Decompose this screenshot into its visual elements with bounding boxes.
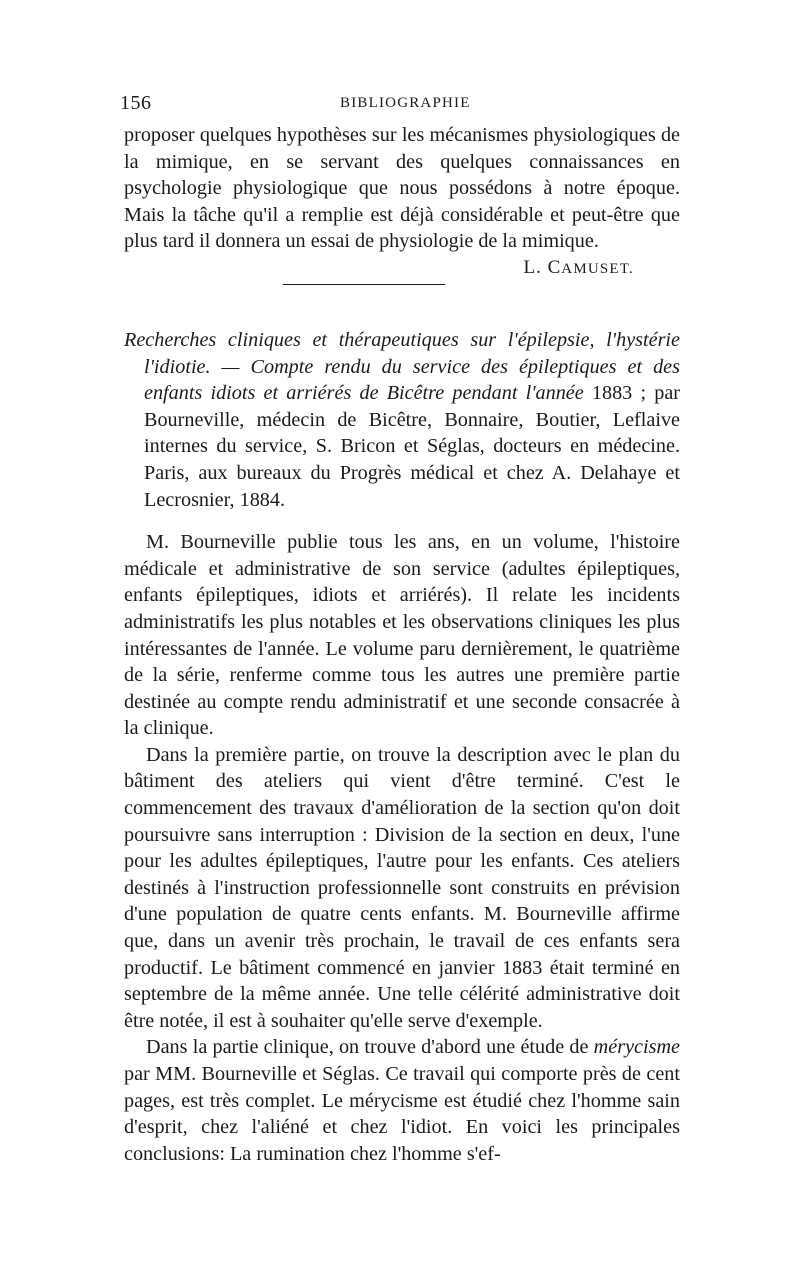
signature-name: AMUSET. xyxy=(561,260,634,277)
review-bibliographic-entry xyxy=(124,327,680,513)
review-paragraph-3 xyxy=(124,1034,680,1167)
running-title: BIBLIOGRAPHIE xyxy=(340,95,471,111)
paragraph-3-end: par MM. Bourneville et Séglas. Ce travail qui comporte près de cent pages, est très complet. Le mérycisme est étudié chez l'homme sain d'esprit, chez l'aliéné et chez l'idiot. En voici les principales conclusions: La rumination chez l'homme s'ef- xyxy=(124,1063,680,1165)
review-citation: 1883 ; par Bourneville, médecin de Bicêtre, Bonnaire, Boutier, Leflaive internes du service, S. Bricon et Séglas, docteurs en médecine. Paris, aux bureaux du Progrès médical et chez A. Delahaye et Lecrosnier, 1884. xyxy=(144,382,680,511)
previous-review-closing: proposer quelques hypothèses sur les mécanismes physiologiques de la mimique, en se servant des quelques connaissances en psychologie physiologique que nous possédons à notre époque. Mais la tâche qu'il a remplie est déjà considérable et peut-être que plus tard il donnera un essai de physiologie de la mimique. xyxy=(124,124,680,253)
review-paragraph-1: M. Bourneville publie tous les ans, en un volume, l'histoire médicale et administrative de son service (adultes épileptiques, enfants épileptiques, idiots et arriérés). Il relate les incidents administratifs les plus notables et les observations cliniques les plus intéressantes de l'année. Le volume paru dernièrement, le quatrième de la série, renferme comme tous les autres une première partie destinée au compte rendu administratif et une seconde consacrée à la clinique. xyxy=(124,531,680,740)
paragraph-3-start: Dans la partie clinique, on trouve d'abord une étude de xyxy=(146,1036,594,1059)
review-title: Recherches cliniques et thérapeutiques sur l'épilepsie, l'hystérie l'idiotie. — Compte rendu du service des épileptiques et des enfants idiots et arriérés de Bicêtre pendant l'année xyxy=(124,328,680,405)
section-divider xyxy=(283,284,445,285)
paragraph-3-italic-term: mérycisme xyxy=(593,1036,680,1059)
running-head xyxy=(120,92,680,122)
book-page xyxy=(120,92,680,1167)
review-paragraph-2: Dans la première partie, on trouve la description avec le plan du bâtiment des ateliers qui vient d'être terminé. C'est le commencement des travaux d'amélioration de la section qu'on doit poursuivre sans interruption : Division de la section en deux, l'une pour les adultes épileptiques, l'autre pour les enfants. Ces ateliers destinés à l'instruction professionnelle sont construits en prévision d'une population de quatre cents enfants. M. Bourneville affirme que, dans un avenir très prochain, le travail de ces enfants sera productif. Le bâtiment commencé en janvier 1883 était terminé en septembre de la même année. Une telle célérité administrative doit être notée, il est à souhaiter qu'elle serve d'exemple. xyxy=(124,743,680,1032)
reviewer-signature xyxy=(124,255,680,282)
page-number: 156 xyxy=(120,92,152,114)
signature-initial: L. C xyxy=(523,256,562,278)
review-body xyxy=(124,529,680,1167)
